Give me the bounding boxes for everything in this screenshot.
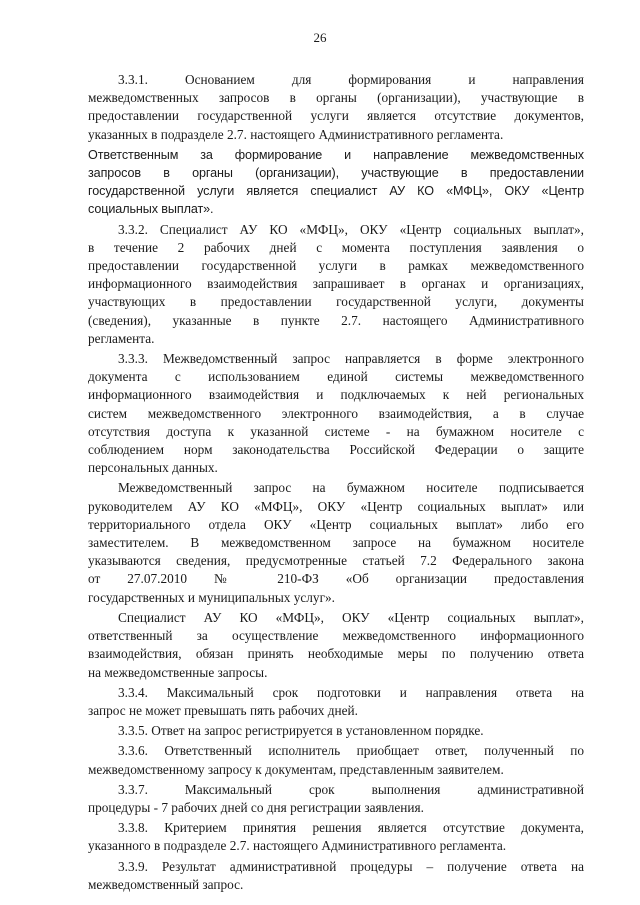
text-line: 3.3.6. Ответственный исполнитель приобщает ответ, полученный по [118,743,584,759]
text-line: систем межведомственного электронного взаимодействия, а в случае [88,405,584,421]
text-line: запросов в органы (организации), участвующие в предоставлении [88,166,584,181]
page-number: 26 [313,30,327,45]
text-line: межведомственному запросу к документам, представленным заявителем. [88,761,504,777]
text-line: руководителем АУ КО «МФЦ», ОКУ «Центр социальных выплат» или [88,498,584,514]
paragraph [88,221,584,348]
text-line: участвующих в предоставлении государственной услуги, документы [88,294,584,310]
text-line: предоставлении государственной услуги является отсутствие документов, [88,108,584,124]
text-line: межведомственных запросов в органы (организации), участвующие в [88,90,584,106]
paragraph [88,781,584,817]
text-line: указываются сведения, предусмотренные статьей 7.2 Федерального закона [88,553,584,569]
paragraph [88,609,584,682]
text-line: 3.3.5. Ответ на запрос регистрируется в установленном порядке. [118,723,484,739]
text-line: 3.3.8. Критерием принятия решения является отсутствие документа, [118,820,584,836]
text-line: запрос не может превышать пять рабочих дней. [88,702,358,718]
text-line: территориального отдела ОКУ «Центр социальных выплат» либо его [88,516,584,532]
text-line: 3.3.9. Результат административной процедуры – получение ответа на [118,858,584,874]
text-line: (сведения), указанные в пункте 2.7. настоящего Административного [88,312,584,328]
paragraph [88,742,584,778]
text-line: процедуры - 7 рабочих дней со дня регистрации заявления. [88,799,424,815]
text-line: заместителем. В межведомственном запросе на бумажном носителе [88,535,584,551]
text-line: на межведомственные запросы. [88,664,268,680]
text-line: в течение 2 рабочих дней с момента поступления заявления о [88,239,584,255]
text-line: 3.3.4. Максимальный срок подготовки и направления ответа на [118,684,584,700]
paragraph [88,479,584,606]
text-line: документа с использованием единой системы межведомственного [88,369,584,385]
paragraph [88,684,584,720]
text-line: от 27.07.2010 № 210-ФЗ «Об организации предоставления [88,571,584,587]
text-line: Ответственным за формирование и направление межведомственных [88,147,584,162]
text-line: социальных выплат». [88,202,214,217]
paragraph [88,71,584,144]
text-line: 3.3.7. Максимальный срок выполнения административной [118,781,584,797]
text-line: 3.3.1. Основанием для формирования и направления [118,72,584,87]
text-line: взаимодействия, обязан принять необходимые меры по получению ответа [88,646,584,662]
text-line: Межведомственный запрос на бумажном носителе подписывается [118,480,584,496]
text-line: указанного в подразделе 2.7. настоящего Административного регламента. [88,838,507,854]
text-line: Специалист АУ КО «МФЦ», ОКУ «Центр социальных выплат», [118,609,584,625]
text-line: государственных и муниципальных услуг». [88,589,335,605]
text-line: соблюдением норм законодательства Российской Федерации о защите [88,442,584,458]
paragraph [88,350,584,477]
paragraph [88,858,584,894]
text-line: 3.3.2. Специалист АУ КО «МФЦ», ОКУ «Центр социальных выплат», [118,221,584,237]
text-line: межведомственный запрос. [88,876,244,892]
paragraph [88,146,584,219]
text-line: персональных данных. [88,460,218,476]
text-line: отсутствия доступа к указанной системе - на бумажном носителе с [88,423,584,439]
text-line: указанных в подразделе 2.7. настоящего Административного регламента. [88,126,504,142]
text-line: предоставлении государственной услуги в рамках межведомственного [88,258,584,274]
text-line: регламента. [88,330,155,346]
text-line: ответственный за осуществление межведомственного информационного [88,628,584,644]
paragraph [88,722,584,740]
text-line: информационного взаимодействия запрашивает в органах и организациях, [88,276,584,292]
text-line: информационного взаимодействия и подключаемых к ней региональных [88,387,584,403]
text-line: 3.3.3. Межведомственный запрос направляется в форме электронного [118,351,584,367]
document-body [88,71,584,896]
paragraph [88,819,584,855]
text-line: государственной услуги является специалист АУ КО «МФЦ», ОКУ «Центр [88,184,584,199]
